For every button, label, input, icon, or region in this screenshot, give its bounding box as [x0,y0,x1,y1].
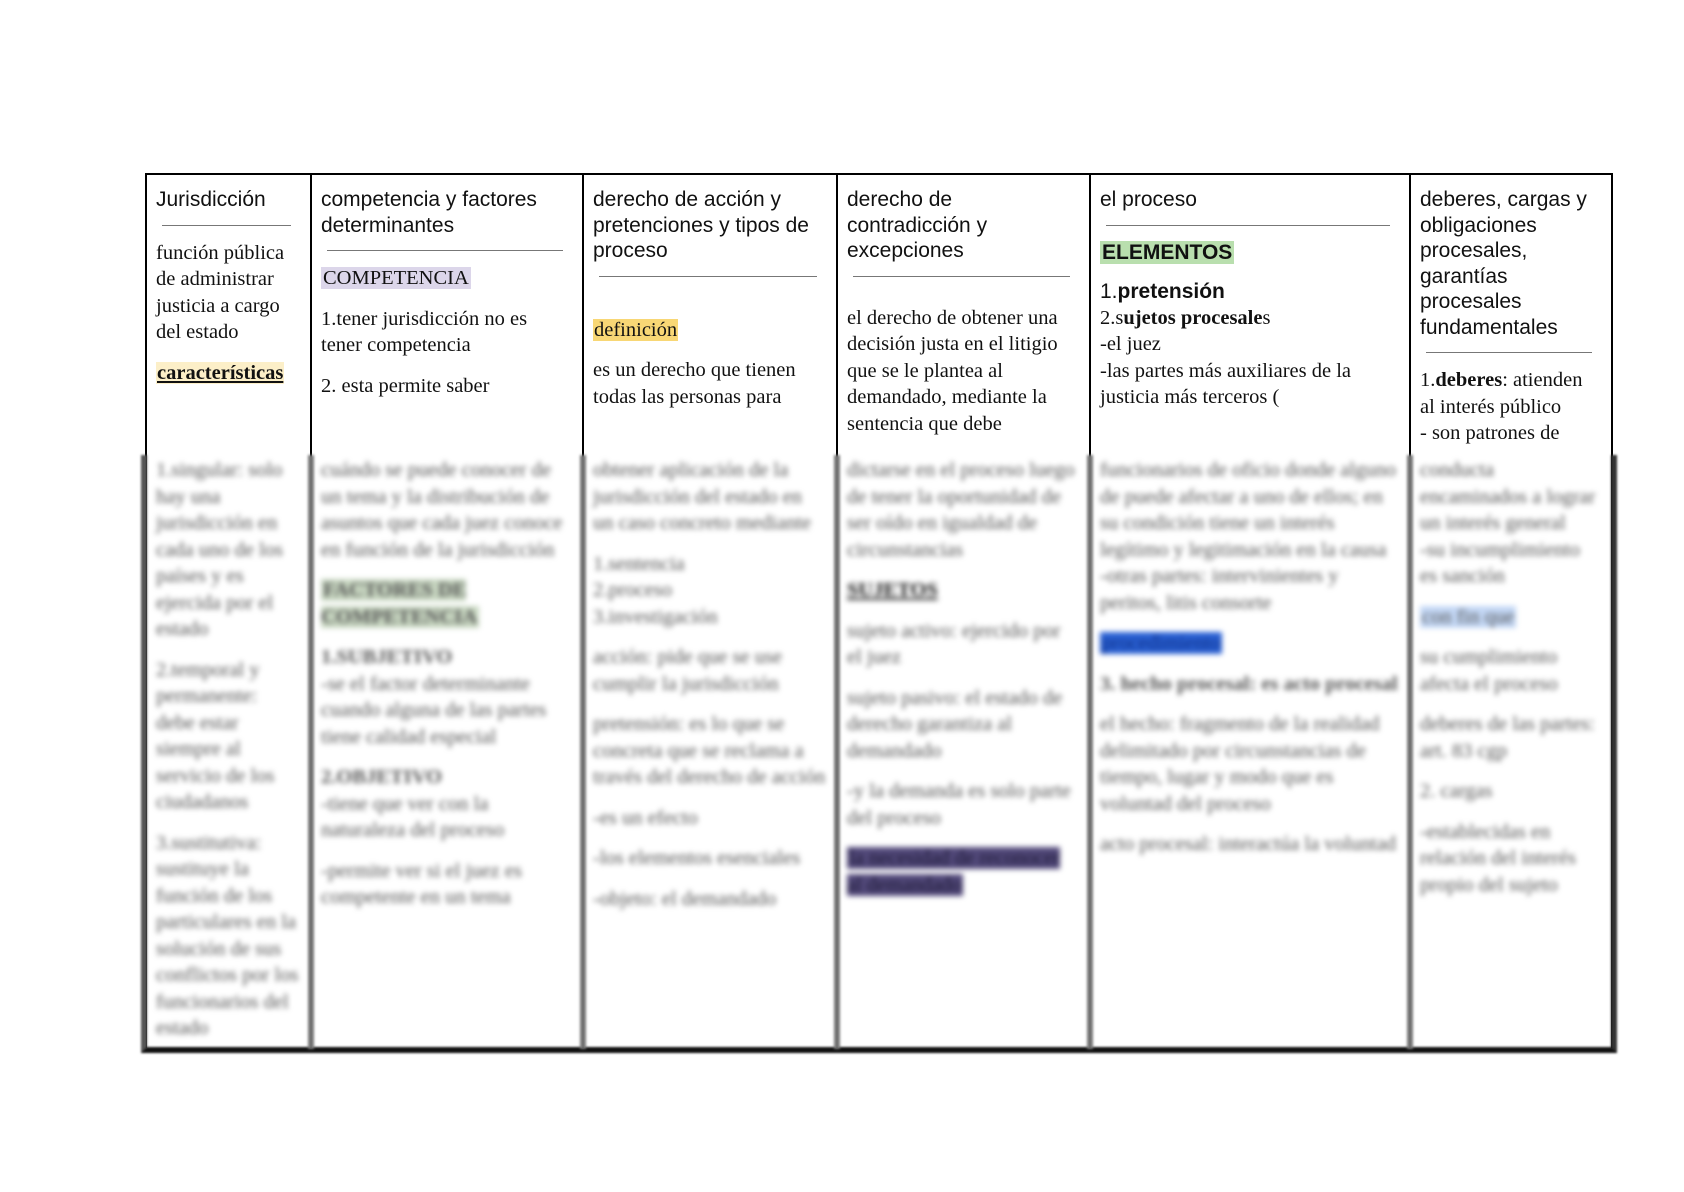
blurred-line: pretensión: es lo que se concreta que se reclama a través del derecho de acción [593,713,826,788]
column-derecho-accion [582,173,836,1048]
column-deberes-cargas [1409,173,1613,1048]
column-separator [834,455,840,1049]
blurred-line: 1.singular: solo hay una jurisdicción en cada uno de los países y es ejercida por el estado [156,459,283,640]
blurred-line: dictarse en el proceso luego de tener la oportunidad de ser oído en igualdad de circunstancias [847,459,1075,561]
blurred-line: 2. cargas [1420,780,1493,802]
blurred-line: -su incumplimiento es sanción [1420,538,1580,587]
text-line: -las partes más auxiliares de la justicia más terceros ( [1100,359,1352,408]
blurred-line: -los elementos esenciales [593,847,801,869]
blurred-line: 2.OBJETIVO [321,766,442,788]
blurred-line: con fin que [1422,605,1515,628]
column-header: derecho de acción y pretenciones y tipos de proceso [593,188,809,262]
blurred-line: 1.sentencia [593,552,685,575]
blurred-line: -permite ver si el juez es competente en un tema [321,859,522,908]
blurred-line: -y la demanda es solo parte del proceso [847,780,1071,829]
list-item-deberes [1420,367,1602,420]
column-header: el proceso [1100,188,1197,211]
blurred-line: su cumplimiento afecta el proceso [1420,646,1558,695]
column-derecho-contradiccion [836,173,1089,1048]
item-label: deberes [1435,369,1503,391]
item-tail: : atienden al interés público [1420,369,1583,418]
list-item-pretension [1100,279,1400,305]
blurred-line: procedimiento [1102,632,1221,654]
blurred-line: deberes de las partes: art. 83 cgp [1420,713,1595,762]
blurred-line: sujeto activo: ejercido por el juez [847,619,1061,668]
item-number: 1. [1420,369,1436,391]
highlight-label: definición [594,318,678,341]
column-header: derecho de contradicción y excepciones [847,188,988,262]
item-number: 2.s [1100,306,1124,329]
blurred-line: -objeto: el demandado [593,887,777,910]
blurred-line: 3. hecho procesal: es acto procesal [1100,672,1398,695]
column-jurisdiccion [145,173,310,1048]
definition-text: función pública de administrar justicia a cargo del estado [156,241,285,343]
highlight-label: ELEMENTOS [1102,240,1233,264]
blurred-line: funcionarios de oficio donde alguno de puede afectar a uno de ellos; en su condición tiene un interés legítimo y legitimación en la causa [1100,459,1397,561]
blurred-line: -tiene que ver con la naturaleza del proceso [321,792,505,841]
blurred-line: sujeto pasivo: el estado de derecho garantiza al demandado [847,686,1063,762]
blurred-line: -establecidas en relación del interés propio del sujeto [1420,820,1576,896]
blurred-line: obtener aplicación de la jurisdicción del estado en un caso concreto mediante [593,459,812,534]
column-header: deberes, cargas y obligaciones procesales, garantías procesales fundamentales [1420,188,1587,339]
text-line: el derecho de obtener una decisión justa en el litigio que se le plantea al demandado, mediante la sentencia que debe [847,306,1058,435]
text-line: 2. esta permite saber [321,374,490,397]
column-el-proceso [1089,173,1409,1048]
blurred-line: 2.temporal y permanente: debe estar siempre al servicio de los ciudadanos [156,658,275,813]
blurred-content [312,457,582,911]
blurred-line: -otras partes: intervinientes y peritos, litis consorte [1100,565,1339,614]
column-separator [1407,455,1413,1049]
column-header: competencia y factores determinantes [321,188,537,237]
text-line: -el juez [1100,333,1161,355]
summary-table [145,173,1613,1048]
blurred-line: 2.proceso [593,579,673,601]
column-competencia [310,173,582,1048]
blurred-line: la necesidad de reconocer al demandado [847,847,1061,896]
blurred-line: cuándo se puede conocer de un tema y la distribución de asuntos que cada juez conoce en función de la jurisdicción [321,459,563,561]
item-label: pretensión [1117,280,1225,303]
blurred-content [838,457,1089,898]
blurred-content [147,457,310,1042]
item-tail: s [1262,306,1271,329]
blurred-line: 1.SUBJETIVO [321,646,453,668]
text-line: 1.tener jurisdicción no es tener competencia [321,307,528,356]
item-label: ujetos procesale [1123,306,1263,329]
blurred-line: 3.sustitutiva: sustituye la función de los particulares en la solución de sus conflictos por los funcionarios del estado [156,831,299,1039]
blurred-line: acción: pide que se use cumplir la jurisdicción [593,646,782,695]
text-line: es un derecho que tienen todas las personas para [593,359,796,408]
blurred-line: FACTORES DE COMPETENCIA [321,579,478,628]
blurred-line: SUJETOS [847,579,938,601]
blurred-content [1091,457,1409,858]
blurred-content [1411,457,1611,898]
blurred-line: acto procesal: interactúa la voluntad [1100,833,1396,855]
blurred-content [584,457,836,912]
column-separator [1087,455,1093,1049]
item-number: 1. [1100,280,1118,303]
highlight-label: características [157,361,284,384]
blurred-line: -es un efecto [593,806,698,829]
blurred-line: el hecho: fragmento de la realidad delimitado por circunstancias de tiempo, lugar y modo que es voluntad del proceso [1100,713,1380,815]
list-item-sujetos [1100,305,1400,332]
highlight-label: COMPETENCIA [323,267,469,289]
column-separator [308,455,314,1049]
column-header: Jurisdicción [156,188,266,211]
blurred-line: conducta encaminados a lograr un interés general [1420,459,1596,534]
text-line: - son patrones de [1420,422,1560,444]
column-separator [580,455,586,1049]
blurred-line: -se el factor determinante cuando alguna de las partes tiene calidad especial [321,672,547,748]
blurred-line: 3.investigación [593,605,718,628]
